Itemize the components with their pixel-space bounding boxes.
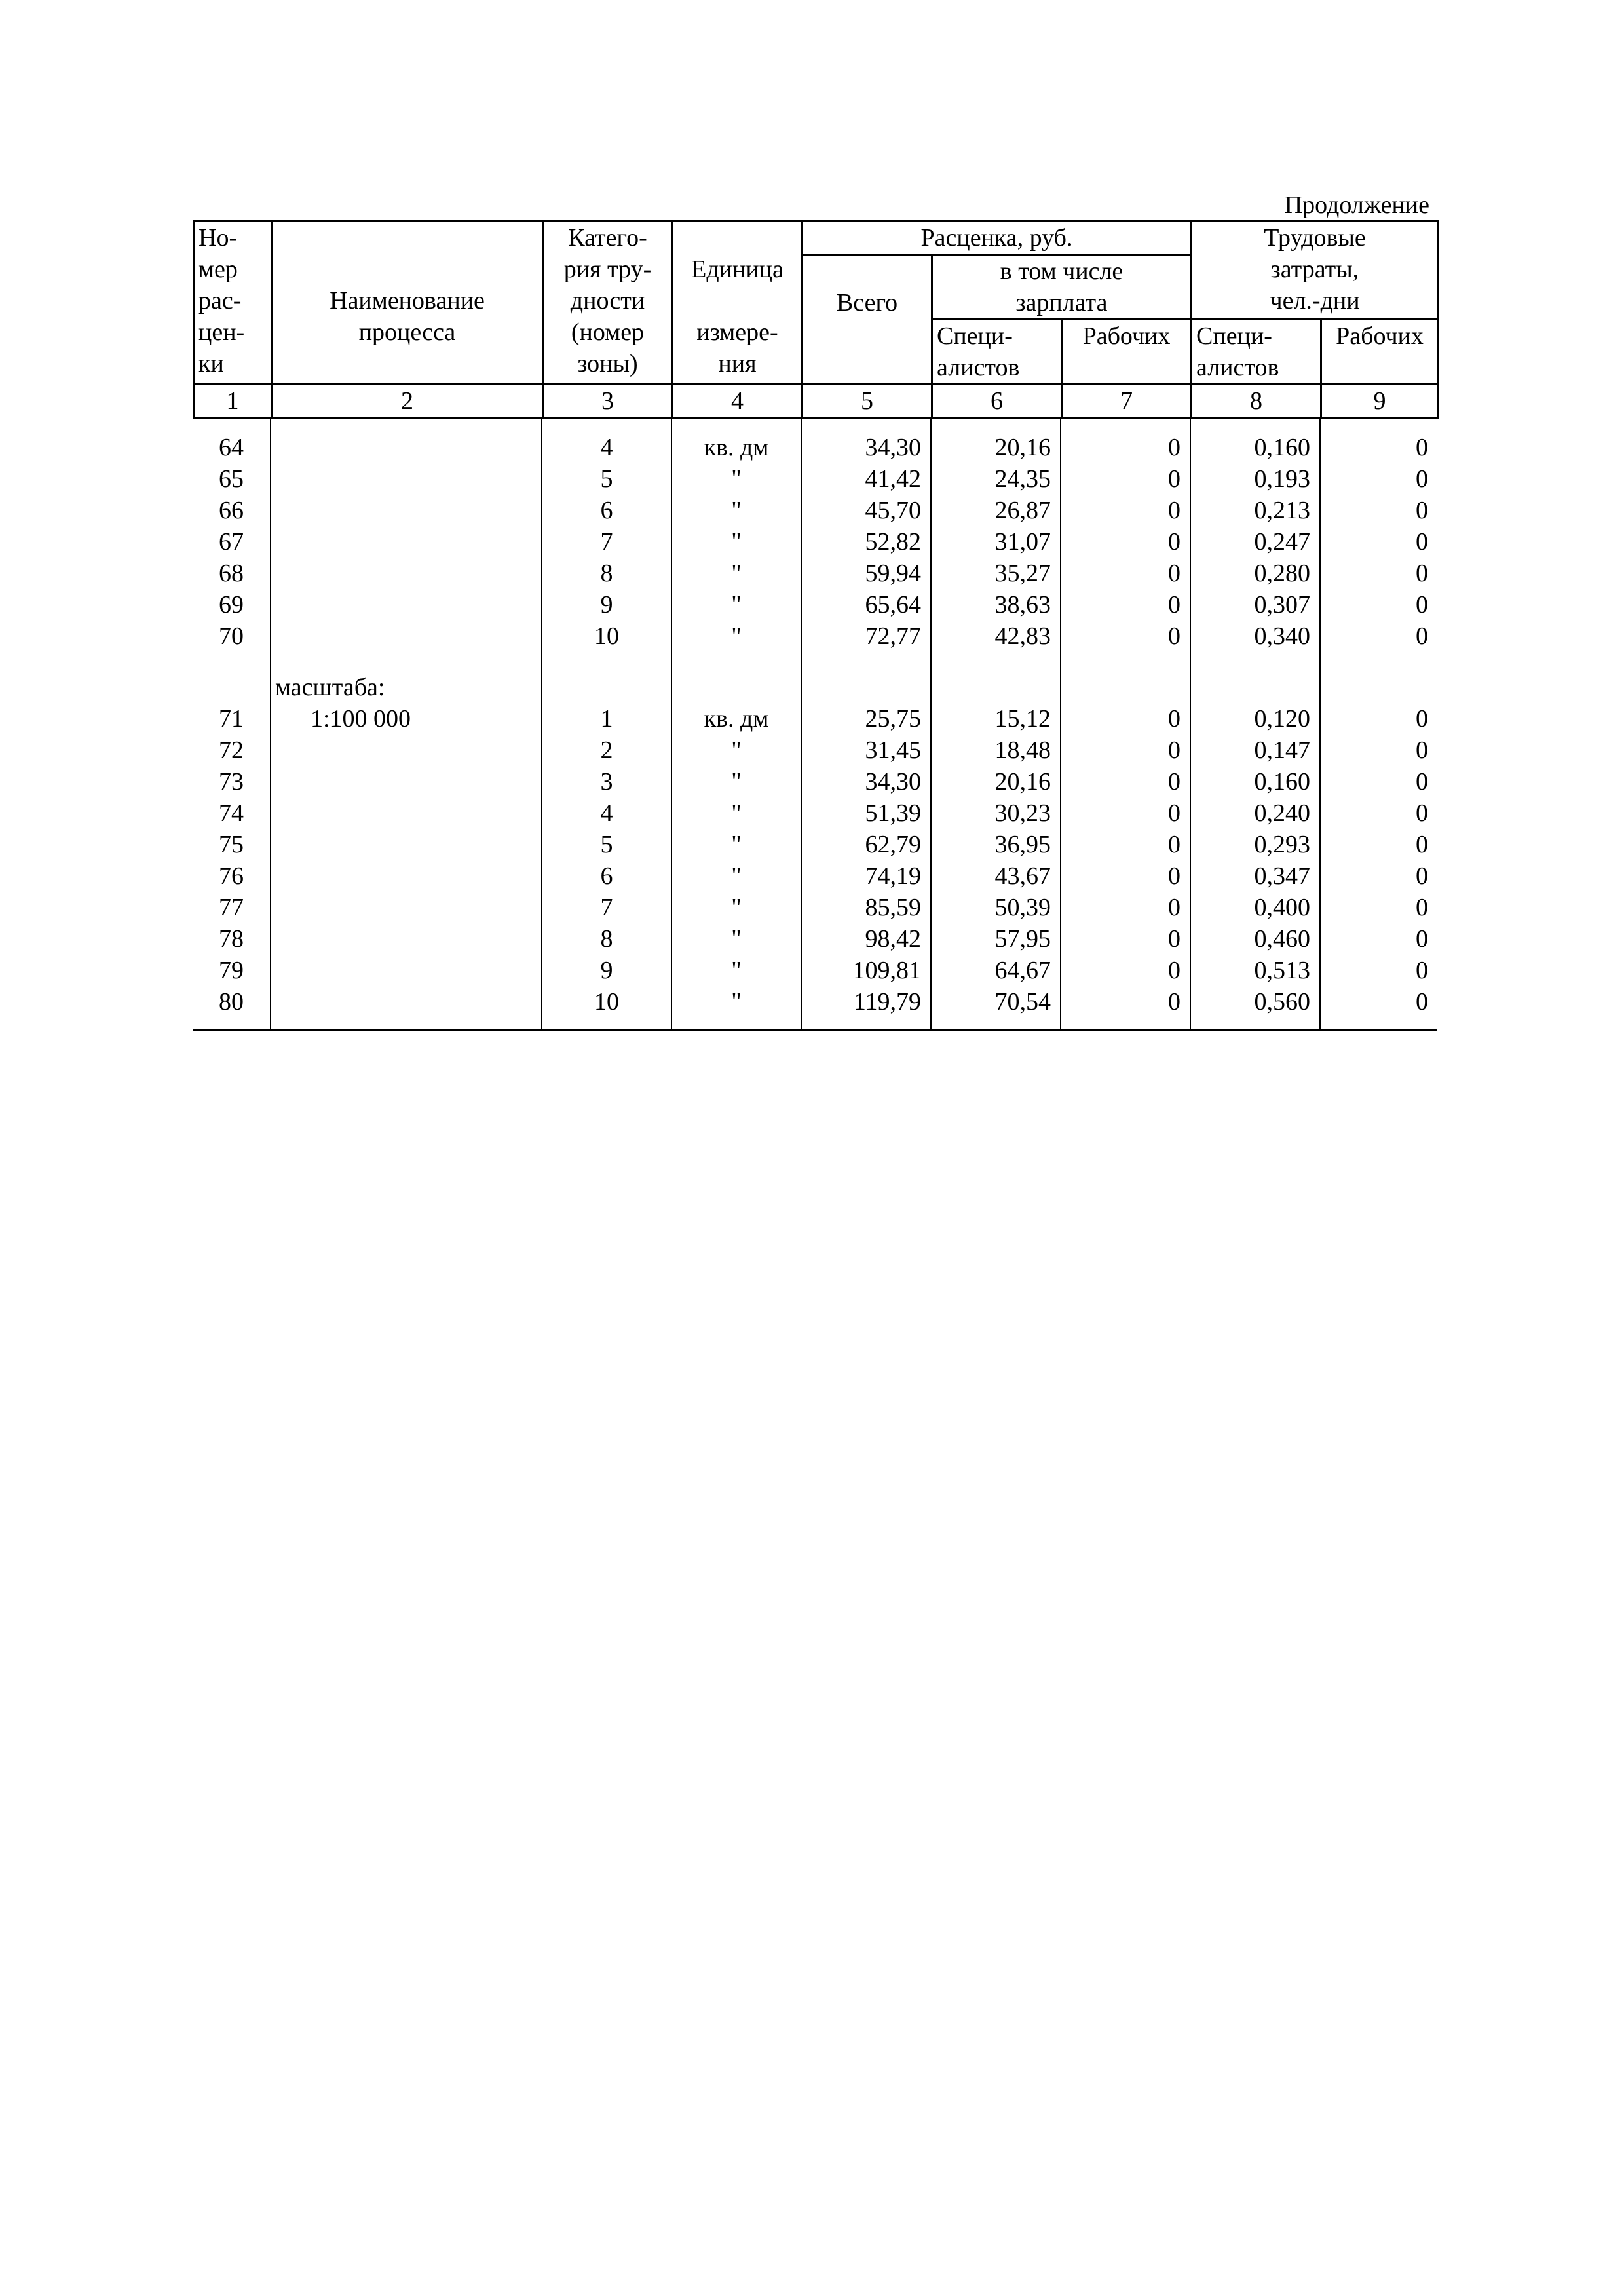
cell-rate-total: 31,45 <box>801 735 931 766</box>
cell-labor-specialists: 0,160 <box>1190 766 1320 797</box>
cell-difficulty-category: 9 <box>542 589 671 621</box>
scale-section <box>193 652 1437 703</box>
cell-rate-total: 109,81 <box>801 955 931 986</box>
header-labor-workers: Рабочих <box>1321 320 1439 385</box>
cell-rate-number: 68 <box>219 560 244 587</box>
cell-labor-specialists: 0,120 <box>1190 703 1320 735</box>
cell-rate-total: 59,94 <box>801 558 931 589</box>
cell-process-name <box>271 766 542 797</box>
table-row <box>193 589 1437 621</box>
cell-wage-workers: 0 <box>1061 589 1190 621</box>
cell-process-name <box>271 558 542 589</box>
cell-wage-specialists: 24,35 <box>931 463 1061 495</box>
cell-unit: кв. дм <box>671 703 801 735</box>
table-row <box>193 766 1437 797</box>
header-rate-total: Всего <box>803 255 932 385</box>
header-difficulty-category: Катего- рия тру- дности (номер зоны) <box>543 221 673 385</box>
cell-unit: " <box>671 860 801 892</box>
table-body <box>193 419 1437 1031</box>
col-number: 7 <box>1062 385 1192 418</box>
cell-wage-workers: 0 <box>1061 955 1190 986</box>
cell-wage-workers: 0 <box>1061 621 1190 652</box>
cell-rate-total: 34,30 <box>801 432 931 463</box>
cell-wage-workers: 0 <box>1061 735 1190 766</box>
table-row <box>193 621 1437 652</box>
col-number: 4 <box>673 385 803 418</box>
col-number: 6 <box>932 385 1062 418</box>
cell-rate-total: 51,39 <box>801 797 931 829</box>
table-row <box>193 735 1437 766</box>
cell-rate-number: 65 <box>219 465 244 493</box>
header-labor-specialists: Специ- алистов <box>1192 320 1321 385</box>
cell-wage-specialists: 42,83 <box>931 621 1061 652</box>
cell-process-name <box>271 829 542 860</box>
table-row <box>193 797 1437 829</box>
col-number: 9 <box>1321 385 1439 418</box>
cell-wage-workers: 0 <box>1061 703 1190 735</box>
cell-unit: " <box>671 589 801 621</box>
cell-process-name <box>271 495 542 526</box>
table-row <box>193 558 1437 589</box>
cell-process-name <box>271 892 542 923</box>
table-row <box>193 892 1437 923</box>
header-column-numbers <box>194 385 1439 418</box>
cell-difficulty-category: 5 <box>542 463 671 495</box>
cell-difficulty-category: 8 <box>542 923 671 955</box>
col-number: 1 <box>194 385 272 418</box>
cell-unit: " <box>671 495 801 526</box>
cell-unit: " <box>671 735 801 766</box>
cell-unit: " <box>671 829 801 860</box>
cell-rate-number: 74 <box>219 799 244 827</box>
cell-difficulty-category: 7 <box>542 526 671 558</box>
cell-wage-specialists: 70,54 <box>931 986 1061 1031</box>
cell-difficulty-category: 8 <box>542 558 671 589</box>
cell-wage-workers: 0 <box>1061 432 1190 463</box>
cell-process-name <box>271 955 542 986</box>
cell-labor-workers: 0 <box>1320 432 1437 463</box>
cell-wage-specialists: 26,87 <box>931 495 1061 526</box>
cell-process-name <box>271 735 542 766</box>
cell-rate-number: 64 <box>219 434 244 461</box>
cell-rate-total: 41,42 <box>801 463 931 495</box>
cell-labor-specialists: 0,400 <box>1190 892 1320 923</box>
cell-rate-total: 25,75 <box>801 703 931 735</box>
cell-labor-specialists: 0,560 <box>1190 986 1320 1031</box>
document-page <box>193 190 1437 1031</box>
cell-unit: " <box>671 766 801 797</box>
cell-rate-number: 69 <box>219 591 244 619</box>
cell-wage-specialists: 30,23 <box>931 797 1061 829</box>
cell-rate-total: 74,19 <box>801 860 931 892</box>
cell-wage-workers: 0 <box>1061 766 1190 797</box>
continuation-label: Продолжение <box>1284 191 1429 219</box>
cell-unit: " <box>671 892 801 923</box>
header-labor-group: Трудовые затраты, чел.-дни <box>1192 221 1439 320</box>
cell-rate-number: 75 <box>219 831 244 858</box>
cell-difficulty-category: 10 <box>542 986 671 1031</box>
cell-labor-workers: 0 <box>1320 892 1437 923</box>
cell-rate-total: 62,79 <box>801 829 931 860</box>
cell-process-name <box>271 986 542 1031</box>
cell-wage-workers: 0 <box>1061 526 1190 558</box>
cell-labor-workers: 0 <box>1320 829 1437 860</box>
col-number: 8 <box>1192 385 1321 418</box>
cell-labor-workers: 0 <box>1320 735 1437 766</box>
cell-rate-number: 80 <box>219 988 244 1016</box>
cell-wage-workers: 0 <box>1061 463 1190 495</box>
header-rate-group: Расценка, руб. <box>803 221 1192 255</box>
cell-labor-workers: 0 <box>1320 797 1437 829</box>
header-wage-specialists: Специ- алистов <box>932 320 1062 385</box>
rows-group-2 <box>193 703 1437 1031</box>
cell-rate-total: 52,82 <box>801 526 931 558</box>
cell-wage-workers: 0 <box>1061 797 1190 829</box>
cell-wage-workers: 0 <box>1061 892 1190 923</box>
table-row <box>193 463 1437 495</box>
cell-process-name <box>271 526 542 558</box>
cell-labor-specialists: 0,247 <box>1190 526 1320 558</box>
cell-unit: " <box>671 621 801 652</box>
cell-wage-specialists: 20,16 <box>931 432 1061 463</box>
cell-rate-total: 119,79 <box>801 986 931 1031</box>
header-rate-number: Но- мер рас- цен- ки <box>194 221 272 385</box>
cell-difficulty-category: 4 <box>542 432 671 463</box>
table-row <box>193 526 1437 558</box>
cell-wage-specialists: 35,27 <box>931 558 1061 589</box>
cell-wage-specialists: 64,67 <box>931 955 1061 986</box>
cell-wage-specialists: 15,12 <box>931 703 1061 735</box>
cell-difficulty-category: 3 <box>542 766 671 797</box>
table-header <box>193 220 1439 419</box>
cell-labor-workers: 0 <box>1320 495 1437 526</box>
cell-process-name <box>271 463 542 495</box>
cell-rate-number: 70 <box>219 622 244 650</box>
cell-process-name <box>271 797 542 829</box>
cell-difficulty-category: 6 <box>542 495 671 526</box>
cell-labor-workers: 0 <box>1320 703 1437 735</box>
table-row <box>193 923 1437 955</box>
cell-labor-specialists: 0,307 <box>1190 589 1320 621</box>
table-row <box>193 432 1437 463</box>
cell-labor-workers: 0 <box>1320 526 1437 558</box>
cell-difficulty-category: 9 <box>542 955 671 986</box>
cell-wage-specialists: 31,07 <box>931 526 1061 558</box>
header-wage-workers: Рабочих <box>1062 320 1192 385</box>
cell-labor-specialists: 0,160 <box>1190 432 1320 463</box>
cell-wage-specialists: 43,67 <box>931 860 1061 892</box>
col-number: 2 <box>272 385 543 418</box>
cell-rate-number: 66 <box>219 497 244 524</box>
header-wage-group: в том числе зарплата <box>932 255 1192 320</box>
col-number: 5 <box>803 385 932 418</box>
cell-wage-specialists: 38,63 <box>931 589 1061 621</box>
cell-process-name <box>271 621 542 652</box>
table-row <box>193 986 1437 1031</box>
cell-process-name <box>271 923 542 955</box>
rows-group-1 <box>193 419 1437 652</box>
cell-process-name <box>271 860 542 892</box>
cell-wage-specialists: 36,95 <box>931 829 1061 860</box>
table-row <box>193 829 1437 860</box>
cell-difficulty-category: 10 <box>542 621 671 652</box>
cell-unit: " <box>671 526 801 558</box>
cell-difficulty-category: 6 <box>542 860 671 892</box>
cell-rate-number: 73 <box>219 768 244 795</box>
scale-value: 1:100 000 <box>271 703 542 735</box>
cell-unit: " <box>671 558 801 589</box>
cell-unit: " <box>671 955 801 986</box>
cell-difficulty-category: 4 <box>542 797 671 829</box>
cell-rate-number: 76 <box>219 862 244 890</box>
cell-labor-specialists: 0,213 <box>1190 495 1320 526</box>
cell-labor-workers: 0 <box>1320 955 1437 986</box>
table-row <box>193 860 1437 892</box>
cell-labor-specialists: 0,347 <box>1190 860 1320 892</box>
cell-process-name <box>271 432 542 463</box>
cell-unit: " <box>671 463 801 495</box>
cell-wage-specialists: 18,48 <box>931 735 1061 766</box>
cell-labor-workers: 0 <box>1320 986 1437 1031</box>
cell-difficulty-category: 5 <box>542 829 671 860</box>
cell-difficulty-category: 7 <box>542 892 671 923</box>
cell-rate-total: 85,59 <box>801 892 931 923</box>
cell-rate-total: 34,30 <box>801 766 931 797</box>
cell-wage-specialists: 20,16 <box>931 766 1061 797</box>
cell-difficulty-category: 2 <box>542 735 671 766</box>
header-process-name: Наименование процесса <box>272 221 543 385</box>
cell-wage-specialists: 50,39 <box>931 892 1061 923</box>
cell-wage-workers: 0 <box>1061 860 1190 892</box>
cell-labor-workers: 0 <box>1320 860 1437 892</box>
cell-wage-workers: 0 <box>1061 986 1190 1031</box>
cell-process-name <box>271 589 542 621</box>
cell-rate-number: 72 <box>219 737 244 764</box>
cell-labor-workers: 0 <box>1320 589 1437 621</box>
cell-labor-specialists: 0,240 <box>1190 797 1320 829</box>
cell-rate-number: 71 <box>219 705 244 733</box>
cell-unit: " <box>671 923 801 955</box>
cell-labor-workers: 0 <box>1320 923 1437 955</box>
cell-wage-specialists: 57,95 <box>931 923 1061 955</box>
cell-labor-specialists: 0,293 <box>1190 829 1320 860</box>
cell-labor-specialists: 0,460 <box>1190 923 1320 955</box>
cell-rate-number: 78 <box>219 925 244 953</box>
col-number: 3 <box>543 385 673 418</box>
cell-rate-total: 98,42 <box>801 923 931 955</box>
cell-unit: кв. дм <box>671 432 801 463</box>
cell-labor-specialists: 0,280 <box>1190 558 1320 589</box>
table-row <box>193 703 1437 735</box>
cell-rate-total: 72,77 <box>801 621 931 652</box>
cell-unit: " <box>671 986 801 1031</box>
cell-rate-number: 79 <box>219 957 244 984</box>
cell-labor-workers: 0 <box>1320 558 1437 589</box>
cell-labor-specialists: 0,340 <box>1190 621 1320 652</box>
cell-wage-workers: 0 <box>1061 829 1190 860</box>
cell-labor-specialists: 0,147 <box>1190 735 1320 766</box>
cell-rate-total: 65,64 <box>801 589 931 621</box>
cell-rate-number: 77 <box>219 894 244 921</box>
cell-unit: " <box>671 797 801 829</box>
header-unit: Единица измере- ния <box>673 221 803 385</box>
scale-label: масштаба: <box>271 672 542 703</box>
table-row <box>193 495 1437 526</box>
cell-rate-number: 67 <box>219 528 244 556</box>
cell-labor-workers: 0 <box>1320 621 1437 652</box>
cell-labor-specialists: 0,513 <box>1190 955 1320 986</box>
cell-difficulty-category: 1 <box>542 703 671 735</box>
cell-wage-workers: 0 <box>1061 558 1190 589</box>
cell-rate-total: 45,70 <box>801 495 931 526</box>
cell-labor-specialists: 0,193 <box>1190 463 1320 495</box>
cell-wage-workers: 0 <box>1061 495 1190 526</box>
cell-labor-workers: 0 <box>1320 463 1437 495</box>
cell-labor-workers: 0 <box>1320 766 1437 797</box>
cell-wage-workers: 0 <box>1061 923 1190 955</box>
table-row <box>193 955 1437 986</box>
